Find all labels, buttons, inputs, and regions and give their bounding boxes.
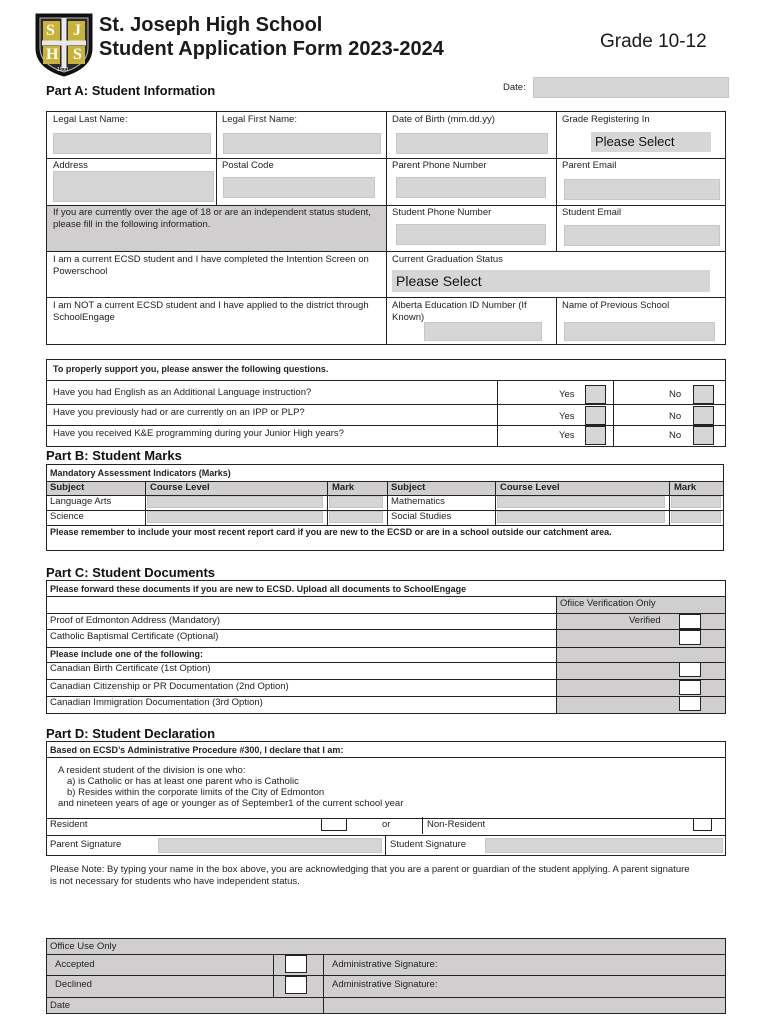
citizenship-checkbox[interactable] (679, 680, 701, 695)
legal-first-name-label: Legal First Name: (222, 114, 297, 125)
baptismal-checkbox[interactable] (679, 630, 701, 645)
subject-science: Science (50, 511, 84, 522)
col-mark-left: Mark (332, 482, 355, 493)
logo-letter-s2: S (73, 46, 82, 63)
science-course-input[interactable] (147, 511, 323, 523)
language-arts-course-input[interactable] (147, 496, 323, 508)
citizenship-label: Canadian Citizenship or PR Documentation (2nd Option) (50, 681, 289, 692)
question-ipp-no-checkbox[interactable] (693, 406, 714, 425)
student-phone-input[interactable] (396, 224, 546, 245)
student-signature-input[interactable] (485, 838, 723, 853)
col-course-left: Course Level (150, 482, 210, 493)
question-ipp-yes-label: Yes (559, 411, 575, 422)
col-subject-right: Subject (391, 482, 426, 493)
accepted-checkbox[interactable] (285, 955, 307, 973)
school-name: St. Joseph High School (99, 14, 323, 36)
baptismal-label: Catholic Baptismal Certificate (Optional) (50, 631, 219, 642)
social-studies-course-input[interactable] (497, 511, 665, 523)
form-title: Student Application Form 2023-2024 (99, 38, 444, 60)
question-ipp-no-label: No (669, 411, 682, 422)
social-studies-mark-input[interactable] (671, 511, 721, 523)
question-ke-no-label: No (669, 430, 682, 441)
previous-school-label: Name of Previous School (562, 300, 670, 311)
please-note: Please Note: By typing your name in the box above, you are acknowledging that you are a parent or guardian of the student applying. A parent signature is not necessary for students who have independent status. (50, 864, 690, 887)
question-ela-yes-label: Yes (559, 389, 575, 400)
office-verification-label: Ofiice Verification Only (560, 598, 656, 609)
alberta-id-input[interactable] (424, 322, 542, 341)
logo-letter-h: H (46, 46, 59, 63)
non-resident-label: Non-Resident (427, 819, 486, 830)
mathematics-mark-input[interactable] (671, 496, 721, 508)
proof-address-checkbox[interactable] (679, 614, 701, 629)
student-email-input[interactable] (564, 225, 720, 246)
part-b-title: Part B: Student Marks (46, 448, 182, 463)
alberta-id-label: Alberta Education ID Number (If Known) (392, 300, 527, 323)
current-ecsd-statement: I am a current ECSD student and I have completed the Intention Screen on Powerschool (53, 254, 369, 277)
office-date-label: Date (50, 1000, 71, 1011)
parent-phone-input[interactable] (396, 177, 546, 198)
science-mark-input[interactable] (329, 511, 383, 523)
subject-mathematics: Mathematics (391, 496, 445, 507)
logo-letter-j: J (73, 22, 81, 39)
subject-language-arts: Language Arts (50, 496, 112, 507)
resident-label: Resident (50, 819, 88, 830)
question-ela-no-checkbox[interactable] (693, 385, 714, 404)
part-d-title: Part D: Student Declaration (46, 726, 216, 741)
parent-signature-label: Parent Signature (50, 839, 122, 850)
subject-social-studies: Social Studies (391, 511, 452, 522)
legal-last-name-label: Legal Last Name: (53, 114, 128, 125)
date-of-birth-input[interactable] (396, 133, 548, 154)
address-label: Address (53, 160, 88, 171)
birth-certificate-checkbox[interactable] (679, 662, 701, 677)
immigration-checkbox[interactable] (679, 696, 701, 711)
accepted-label: Accepted (55, 959, 95, 970)
immigration-label: Canadian Immigration Documentation (3rd Option) (50, 697, 263, 708)
address-input[interactable] (53, 171, 214, 202)
student-signature-label: Student Signature (390, 839, 467, 850)
student-email-label: Student Email (562, 207, 622, 218)
office-use-table (46, 938, 726, 1014)
grade-registering-select[interactable]: Please Select (591, 132, 711, 152)
question-ipp: Have you previously had or are currently on an IPP or PLP? (53, 407, 305, 418)
resident-condition-b: b) Resides within the corporate limits of the City of Edmonton (67, 787, 325, 798)
admin-signature-declined-label: Administrative Signature: (332, 979, 438, 990)
date-label: Date: (503, 82, 526, 93)
declined-checkbox[interactable] (285, 976, 307, 994)
question-ke-yes-label: Yes (559, 430, 575, 441)
question-ipp-yes-checkbox[interactable] (585, 406, 606, 425)
proof-address-label: Proof of Edmonton Address (Mandatory) (50, 615, 221, 626)
questions-heading: To properly support you, please answer the following questions. (53, 364, 329, 374)
school-crest-logo (34, 12, 94, 78)
resident-age-condition: and nineteen years of age or younger as of September1 of the current school year (58, 798, 404, 809)
documents-instruction: Please forward these documents if you are new to ECSD. Upload all documents to SchoolEngage (50, 584, 467, 594)
language-arts-mark-input[interactable] (329, 496, 383, 508)
admin-signature-accepted-label: Administrative Signature: (332, 959, 438, 970)
previous-school-input[interactable] (564, 322, 715, 341)
logo-letter-s: S (46, 22, 55, 39)
independent-note: If you are currently over the age of 18 or are an independent status student, please fill in the following information. (53, 207, 371, 230)
marks-table-heading: Mandatory Assessment Indicators (Marks) (50, 468, 231, 478)
or-label: or (382, 819, 391, 830)
grad-status-label: Current Graduation Status (392, 254, 503, 265)
mathematics-course-input[interactable] (497, 496, 665, 508)
date-input[interactable] (533, 77, 729, 98)
date-of-birth-label: Date of Birth (mm.dd.yy) (392, 114, 495, 125)
grad-status-select[interactable]: Please Select (392, 270, 710, 292)
question-ke-no-checkbox[interactable] (693, 426, 714, 445)
parent-email-input[interactable] (564, 179, 720, 200)
postal-code-input[interactable] (223, 177, 375, 198)
parent-email-label: Parent Email (562, 160, 617, 171)
grade-registering-label: Grade Registering In (562, 114, 650, 125)
resident-checkbox[interactable] (321, 818, 347, 831)
question-ela-no-label: No (669, 389, 682, 400)
report-card-note: Please remember to include your most recent report card if you are new to the ECSD or are in a school outside our catchment area. (50, 527, 612, 537)
resident-condition-a: a) is Catholic or has at least one parent who is Catholic (67, 776, 299, 787)
legal-last-name-input[interactable] (53, 133, 211, 154)
not-current-ecsd-statement: I am NOT a current ECSD student and I have applied to the district through SchoolEngage (53, 300, 369, 323)
office-use-heading: Office Use Only (50, 941, 117, 952)
postal-code-label: Postal Code (222, 160, 274, 171)
resident-intro: A resident student of the division is one who: (58, 765, 246, 776)
include-one-label: Please include one of the following: (50, 649, 204, 659)
parent-signature-input[interactable] (158, 838, 382, 853)
col-subject-left: Subject (50, 482, 85, 493)
part-a-title: Part A: Student Information (46, 83, 216, 98)
question-ke-yes-checkbox[interactable] (585, 426, 606, 445)
question-ke: Have you received K&E programming during your Junior High years? (53, 428, 344, 439)
col-mark-right: Mark (674, 482, 697, 493)
question-ela-yes-checkbox[interactable] (585, 385, 606, 404)
question-ela: Have you had English as an Additional Language instruction? (53, 387, 312, 398)
part-c-title: Part C: Student Documents (46, 565, 216, 580)
col-course-right: Course Level (500, 482, 560, 493)
legal-first-name-input[interactable] (223, 133, 381, 154)
verified-label: Verified (629, 615, 661, 626)
birth-certificate-label: Canadian Birth Certificate (1st Option) (50, 663, 211, 674)
grade-range: Grade 10-12 (600, 31, 707, 52)
non-resident-checkbox[interactable] (693, 818, 712, 831)
declare-statement: Based on ECSD’s Administrative Procedure #300, I declare that I am: (50, 745, 344, 755)
logo-year: 1930 (57, 67, 69, 73)
declined-label: Declined (55, 979, 92, 990)
parent-phone-label: Parent Phone Number (392, 160, 487, 171)
student-phone-label: Student Phone Number (392, 207, 492, 218)
